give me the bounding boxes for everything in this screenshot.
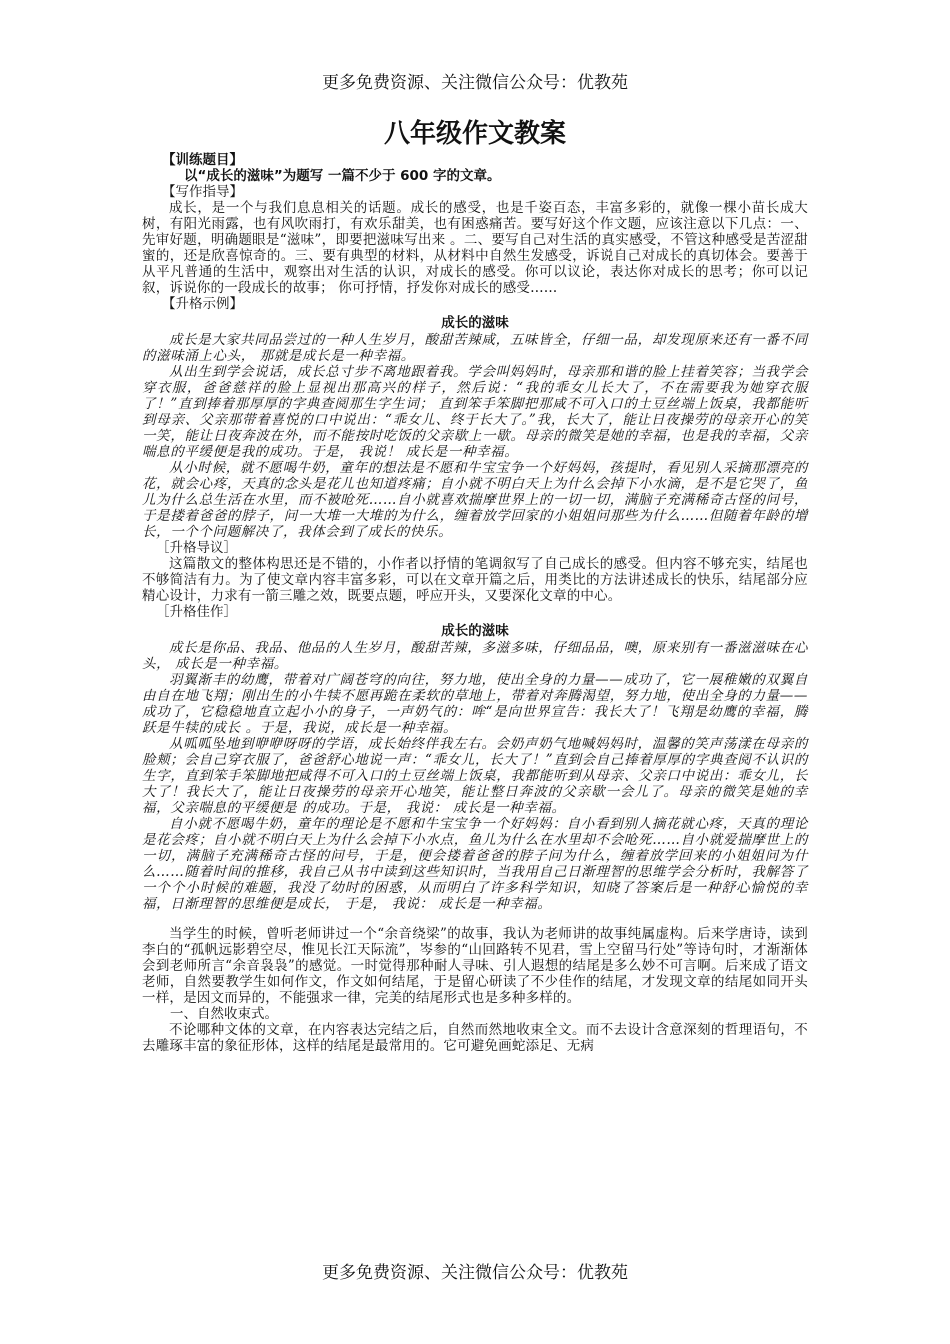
page-header: 更多免费资源、关注微信公众号：优教苑 <box>322 73 628 93</box>
essay2-paragraph: 从呱呱坠地到咿咿呀呀的学语，成长始终伴我左右。会奶声奶气地喊妈妈时，温馨的笑声荡漾在母亲的脸颊；会自己穿衣服了，爸爸舒心地说一声：“乖女儿，长大了！”直到会自己捧着厚厚的字典查阅不认识的生字，直到笨手笨脚地把咸得不可入口的土豆丝端上饭桌，我都能听到从母亲、父亲口中说出：乖女儿，长大了！我长大了，能让日夜操劳的母亲开心地笑，能让整日奔波的父亲歇一会儿了。母亲的微笑是她的幸福，父亲喘息的平缓便是 的成功。于是， 我说： 成长是一种幸福。 <box>142 736 808 816</box>
essay2-title: 成长的滋味 <box>441 623 509 639</box>
essay2-paragraph: 自小就不愿喝牛奶，童年的理论是不愿和牛宝宝争一个好妈妈：自小看到别人摘花就心疼，天真的理论是花会疼；自小就不明白天上为什么会掉下小水点，鱼儿为什么在水里却不会呛死……自小就爱揣摩世上的一切，满脑子充满稀奇古怪的问号，于是，便会搂着爸爸的脖子问为什么，缠着放学回来的小姐姐问为什么……随着时间的推移，我自己从书中读到这些知识时，当我用自己日渐理智的思维学会分析时，我解答了一个个小时候的难题，我没了幼时的困惑，从而明白了许多科学知识，知晓了答案后是一种舒心愉悦的幸福，日渐理智的思维便是成长， 于是， 我说： 成长是一种幸福。 <box>142 816 808 912</box>
guide2-text: 这篇散文的整体构思还是不错的，小作者以抒情的笔调叙写了自己成长的感受。但内容不够充实，结尾也不够简洁有力。为了使文章内容丰富多彩，可以在文章开篇之后，用类比的方法讲述成长的快乐，结尾部分应精心设计，力求有一箭三雕之效，既要点题，呼应开头，又要深化文章的中心。 <box>142 556 808 604</box>
spacer <box>142 912 808 926</box>
page-title: 八年级作文教案 <box>383 119 566 149</box>
guide-text: 成长，是一个与我们息息相关的话题。成长的感受，也是千姿百态，丰富多彩的，就像一棵小苗长成大树，有阳光雨露，也有风吹雨打，有欢乐甜美，也有困惑痛苦。要写好这个作文题，应该注意以下几点：一、先审好题，明确题眼是“滋味”，即要把滋味写出来 。二、要写自己对生活的真实感受，不管这种感受是苦涩甜蜜的，还是欣喜惊奇的。三、要有典型的材料，从材料中自然生发感受，诉说自己对成长的真切体会。要善于从平凡普通的生活中，观察出对生活的认识，对成长的感受。你可以议论，表达你对成长的思考；你可以记叙，诉说你的一段成长的故事； 你可抒情，抒发你对成长的感受…… <box>142 200 808 296</box>
essay1-title: 成长的滋味 <box>441 315 509 331</box>
essay2-paragraph: 成长是你品、我品、他品的人生岁月，酸甜苦辣，多滋多味，仔细品品，噢，原来别有一番滋滋味在心头， 成长是一种幸福。 <box>142 640 808 672</box>
ending-intro-paragraph: 当学生的时候，曾听老师讲过一个“余音绕梁”的故事，我认为老师讲的故事纯属虚构。后来学唐诗，读到李白的“孤帆远影碧空尽，惟见长江天际流”，岑参的“山回路转不见君，雪上空留马行处”等诗句时，才渐渐体会到老师所言“余音袅袅”的感觉。一时觉得那种耐人寻味、引人遐想的结尾是多么妙不可言啊。后来成了语文老师，自然要教学生如何作文，作文如何结尾，于是留心研读了不少佳作的结尾，才发现文章的结尾如同开头一样，是因文而异的，不能强求一律，完美的结尾形式也是多种多样的。 <box>142 926 808 1006</box>
training-label: 【训练题目】 <box>162 152 243 168</box>
example-label: 【升格示例】 <box>162 296 243 312</box>
page-footer: 更多免费资源、关注微信公众号：优教苑 <box>322 1263 628 1283</box>
essay1-paragraph: 从小时候，就不愿喝牛奶，童年的想法是不愿和牛宝宝争一个好妈妈，孩提时，看见别人采摘那漂亮的花，就会心疼，天真的念头是花儿也知道疼痛；自小就不明白天上为什么会掉下小水滴，是不是它哭了，鱼儿为什么总生活在水里，而不被呛死……自小就喜欢揣摩世界上的一切一切，满脑子充满稀奇古怪的问号，于是搂着爸爸的脖子，问一大堆一大堆的为什么，缠着放学回家的小姐姐问那些为什么……但随着年龄的增长，一个个问题解决了，我体会到了成长的快乐。 <box>142 460 808 540</box>
best-label: ［升格佳作］ <box>156 604 237 620</box>
essay1-paragraph: 成长是大家共同品尝过的一种人生岁月，酸甜苦辣咸，五味皆全，仔细一品，却发现原来还有一番不同的滋味涌上心头， 那就是成长是一种幸福。 <box>142 332 808 364</box>
guide-label: 【写作指导】 <box>162 184 243 200</box>
essay2-paragraph: 羽翼渐丰的幼鹰，带着对广阔苍穹的向往，努力地，使出全身的力量——成功了，它一展稚嫩的双翼自由自在地飞翔；刚出生的小牛犊不愿再跪在柔软的草地上，带着对奔腾渴望，努力地，使出全身的力量——成功了，它稳稳地直立起小小的身子，一声奶气的：哞“是向世界宣告：我长大了！飞翔是幼鹰的幸福，腾跃是牛犊的成长 。于是，我说，成长是一种幸福。 <box>142 672 808 736</box>
training-task: 以“成长的滋味”为题写 一篇不少于 600 字的文章。 <box>184 168 501 184</box>
guide2-label: ［升格导议］ <box>156 540 237 556</box>
document-content <box>142 118 808 1054</box>
section-one-text: 不论哪种文体的文章，在内容表达完结之后，自然而然地收束全文。而不去设计含意深刻的哲理语句，不去雕琢丰富的象征形体，这样的结尾是最常用的。它可避免画蛇添足、无病 <box>142 1022 808 1054</box>
section-one-heading: 一、自然收束式。 <box>170 1006 278 1022</box>
essay1-paragraph: 从出生到学会说话，成长总寸步不离地跟着我。学会叫妈妈时，母亲那和谐的脸上挂着笑容；当我学会穿衣服，爸爸慈祥的脸上显视出那高兴的样子，然后说：“我的乖女儿长大了，不在需要我为她穿衣服了！”直到捧着那厚厚的字典查阅那生字生词； 直到笨手笨脚把那咸不可入口的土豆丝端上饭桌，我都能听到母亲、父亲那带着喜悦的口中说出：“乖女儿、终于长大了。”我，长大了，能让日夜操劳的母亲开心的笑一笑，能让日夜奔波在外，而不能按时吃饭的父亲歇上一歇。母亲的微笑是她的幸福，也是我的幸福，父亲喘息的平缓便是我的成功。于是， 我说！ 成长是一种幸福。 <box>142 364 808 460</box>
